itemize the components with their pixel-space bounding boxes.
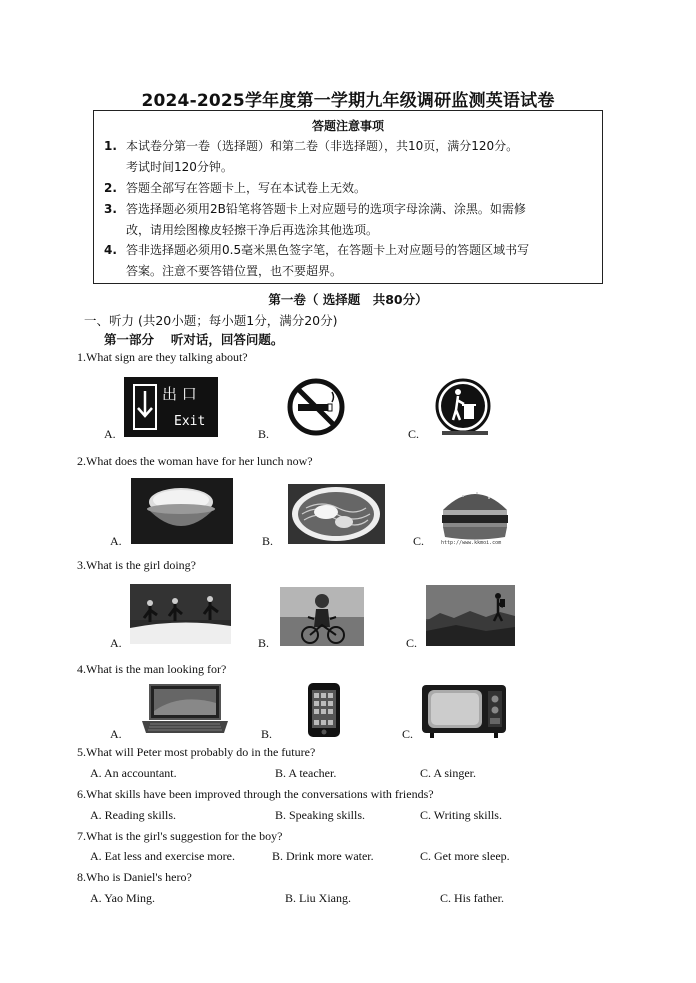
cycling-girl-image <box>280 587 364 646</box>
question-2 <box>77 454 313 469</box>
question-8 <box>77 870 192 885</box>
question-text: What does the woman have for her lunch now? <box>86 454 313 468</box>
option-b: B. Speaking skills. <box>275 808 366 822</box>
exit-sign-english: Exit <box>174 414 206 429</box>
option-c: C. His father. <box>440 891 504 905</box>
option-b: B. Drink more water. <box>272 849 374 863</box>
option-label: C. <box>408 427 420 441</box>
hamburger-image <box>437 484 513 546</box>
option-label: A. <box>110 636 122 650</box>
option-label: C. <box>406 636 418 650</box>
part-heading: 第一部分 听对话，回答问题。 <box>104 332 284 347</box>
option-a: A. An accountant. <box>90 766 177 780</box>
notice-item-3 <box>104 199 598 241</box>
laptop-image <box>140 683 230 738</box>
notice-item-line: 改，请用绘图橡皮轻擦干净后再选涂其他选项。 <box>126 223 379 237</box>
notice-item-line: 答案。注意不要答错位置，也不要超界。 <box>126 264 343 278</box>
notice-heading: 答题注意事项 <box>311 119 384 133</box>
notice-item-number: 1. <box>104 139 117 153</box>
option-a: A. Reading skills. <box>90 808 176 822</box>
notice-item-1 <box>104 136 598 178</box>
question-3 <box>77 558 196 573</box>
question-text: What is the girl's suggestion for the boy? <box>86 829 283 843</box>
option-label: A. <box>110 727 122 741</box>
option-label: B. <box>258 427 270 441</box>
notice-item-line: 答题全部写在答题卡上，写在本试卷上无效。 <box>126 181 367 195</box>
option-label: B. <box>262 534 274 548</box>
question-1 <box>77 350 248 365</box>
exit-sign-chinese: 出 口 <box>162 385 197 403</box>
option-label: C. <box>413 534 425 548</box>
notice-box <box>93 110 603 284</box>
rice-bowl-image <box>131 478 233 544</box>
option-c: C. Writing skills. <box>420 808 502 822</box>
image-watermark: http://www.kkmoi.com <box>441 540 502 546</box>
exam-title: 2024-2025学年度第一学期九年级调研监测英语试卷 <box>141 91 555 111</box>
notice-item-line: 本试卷分第一卷（选择题）和第二卷（非选择题），共10页，满分120分。 <box>126 139 519 153</box>
question-text: What sign are they talking about? <box>86 350 248 364</box>
notice-item-line: 考试时间120分钟。 <box>126 160 233 174</box>
volume-title: 第一卷（ 选择题 共80分） <box>268 292 428 307</box>
question-4 <box>77 662 226 677</box>
option-label: A. <box>110 534 122 548</box>
option-label: A. <box>104 427 116 441</box>
question-5 <box>77 745 315 760</box>
question-number: 2. <box>77 454 86 468</box>
no-smoking-sign-image <box>284 377 348 439</box>
section-heading: 一、听力 (共20小题；每小题1分，满分20分) <box>84 313 338 328</box>
skiing-image <box>130 584 231 644</box>
question-number: 4. <box>77 662 86 676</box>
question-6 <box>77 787 434 802</box>
option-label: C. <box>402 727 414 741</box>
noodle-bowl-image <box>288 484 385 544</box>
notice-item-line: 答非选择题必须用0.5毫米黑色签字笔，在答题卡上对应题号的答题区域书写 <box>126 243 530 257</box>
television-image <box>420 683 508 739</box>
option-label: B. <box>258 636 270 650</box>
question-number: 6. <box>77 787 86 801</box>
mobile-phone-image <box>305 682 343 738</box>
notice-item-line: 答选择题必须用2B铅笔将答题卡上对应题号的选项字母涂满、涂黑。如需修 <box>126 202 526 216</box>
question-number: 8. <box>77 870 86 884</box>
question-text: What will Peter most probably do in the future? <box>86 745 316 759</box>
exit-sign-image <box>124 377 218 437</box>
notice-item-number: 3. <box>104 202 117 216</box>
question-number: 1. <box>77 350 86 364</box>
question-text: What is the man looking for? <box>86 662 227 676</box>
question-7 <box>77 829 282 844</box>
option-a: A. Yao Ming. <box>90 891 156 905</box>
option-c: C. Get more sleep. <box>420 849 510 863</box>
notice-item-number: 4. <box>104 243 117 257</box>
question-text: What skills have been improved through the conversations with friends? <box>86 787 434 801</box>
notice-item-4 <box>104 240 598 282</box>
option-b: B. A teacher. <box>275 766 337 780</box>
hiking-image <box>426 585 515 646</box>
question-number: 3. <box>77 558 86 572</box>
question-number: 5. <box>77 745 86 759</box>
option-c: C. A singer. <box>420 766 477 780</box>
question-text: What is the girl doing? <box>86 558 196 572</box>
option-label: B. <box>261 727 273 741</box>
question-text: Who is Daniel's hero? <box>86 870 192 884</box>
notice-item-2 <box>104 178 598 199</box>
option-a: A. Eat less and exercise more. <box>90 849 235 863</box>
question-number: 7. <box>77 829 86 843</box>
notice-item-number: 2. <box>104 181 117 195</box>
litter-bin-sign-image <box>434 376 494 438</box>
option-b: B. Liu Xiang. <box>285 891 351 905</box>
